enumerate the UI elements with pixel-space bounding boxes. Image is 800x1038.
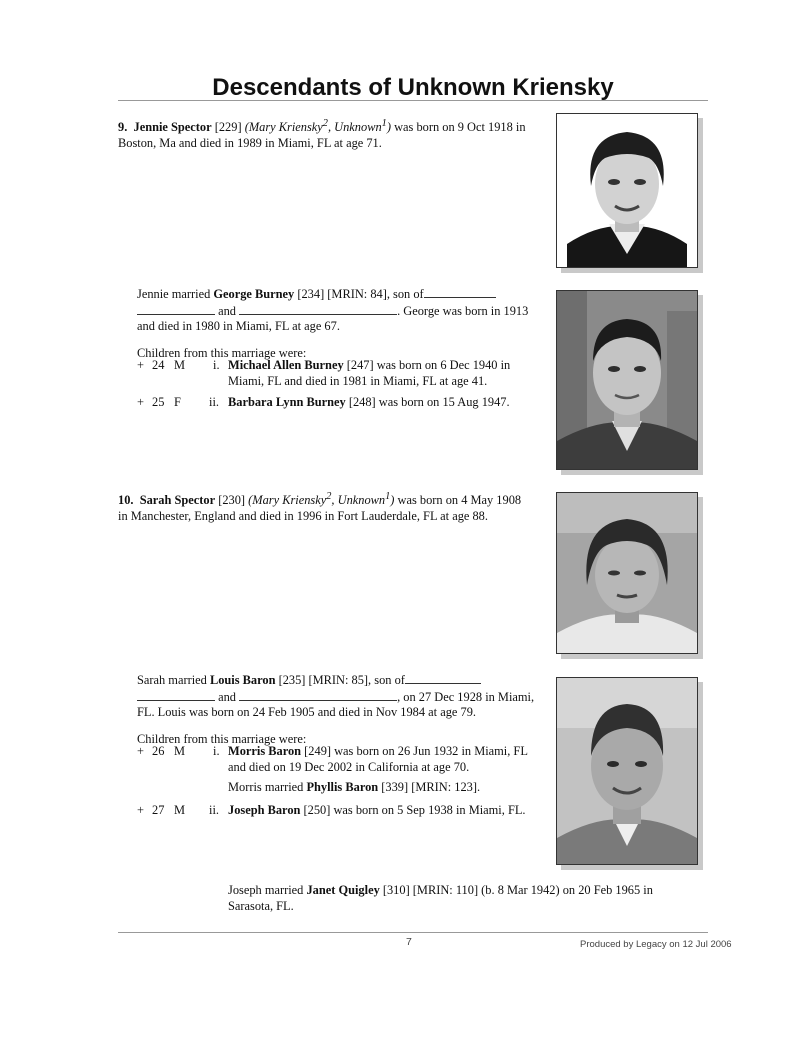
marriage-9-entry: [137, 286, 547, 361]
marriage-9-line-2: and . George was born in 1913: [137, 303, 547, 320]
child-number: 26: [152, 744, 165, 758]
child-name: Morris Baron: [228, 744, 302, 758]
portrait-woman-icon: [557, 114, 697, 267]
person-10-line-1: [118, 489, 548, 509]
person-10-rin: [230]: [218, 493, 246, 508]
person-9-name: Jennie Spector: [133, 120, 212, 135]
child-sex: M: [174, 358, 186, 372]
photo-jennie-spector: [556, 113, 698, 268]
footer-rule: [118, 932, 708, 933]
blank-line: [137, 303, 215, 315]
person-10-number: 10.: [118, 493, 134, 508]
marriage-10-entry: [137, 672, 547, 747]
child-ordinal: ii.: [209, 803, 219, 817]
person-9-rin: [229]: [214, 120, 242, 135]
spouse-janet-quigley: Janet Quigley: [306, 883, 380, 897]
person-9-entry: [118, 116, 548, 151]
blank-line: [424, 286, 496, 298]
portrait-man-icon: [557, 678, 697, 864]
marriage-10-line-1: Sarah married Louis Baron [235] [MRIN: 85], son of: [137, 672, 547, 689]
produced-by: Produced by Legacy on 12 Jul 2006: [580, 939, 732, 950]
child-number: 27: [152, 803, 165, 817]
person-9-line-1: [118, 116, 548, 136]
header-rule: [118, 100, 708, 101]
marriage-9-line-3: and died in 1980 in Miami, FL at age 67.: [137, 319, 340, 333]
marriage-9-line-1: Jennie married George Burney [234] [MRIN: 84], son of: [137, 286, 547, 303]
child-ordinal: ii.: [209, 395, 219, 409]
child-ordinal: i.: [213, 358, 220, 372]
spouse-louis-baron: Louis Baron: [209, 673, 276, 687]
portrait-man-icon: [557, 291, 697, 469]
marriage-10-line-3: FL. Louis was born on 24 Feb 1905 and died in Nov 1984 at age 79.: [137, 705, 476, 719]
photo-sarah-spector: [556, 492, 698, 654]
spouse-george-burney: George Burney: [213, 287, 295, 301]
blank-line: [137, 689, 215, 701]
child-sex: M: [174, 803, 186, 817]
person-9-line-2: Boston, Ma and died in 1989 in Miami, FL at age 71.: [118, 135, 382, 150]
photo-louis-baron: [556, 677, 698, 865]
children-heading-9: Children from this marriage were:: [137, 345, 307, 360]
blank-line: [405, 672, 481, 684]
photo-george-burney: [556, 290, 698, 470]
child-spouse-joseph: Joseph married Janet Quigley [310] [MRIN: 110] (b. 8 Mar 1942) on 20 Feb 1965 in Sarasota, FL.: [228, 883, 653, 913]
child-ordinal: i.: [213, 744, 220, 758]
page-number: 7: [406, 936, 412, 948]
child-sex: F: [174, 395, 181, 409]
person-10-name: Sarah Spector: [139, 493, 216, 508]
child-name: Michael Allen Burney: [228, 358, 344, 372]
spouse-phyllis-baron: Phyllis Baron: [306, 780, 379, 794]
person-9-lineage: (Mary Kriensky$^2$, Unknown$^1$): [244, 118, 391, 135]
child-spouse-morris: Morris married Phyllis Baron [339] [MRIN: 123].: [228, 780, 481, 794]
person-10-entry: [118, 489, 548, 524]
child-sex: M: [174, 744, 186, 758]
person-10-birth: was born on 4 May 1908: [394, 493, 522, 508]
blank-line: [239, 303, 397, 315]
blank-line: [239, 689, 397, 701]
person-10-lineage: (Mary Kriensky$^2$, Unknown$^1$): [248, 491, 395, 508]
portrait-woman-icon: [557, 493, 697, 653]
page-title: Descendants of Unknown Kriensky: [212, 74, 614, 101]
person-9-birth: was born on 9 Oct 1918 in: [390, 120, 526, 135]
marriage-10-line-2: and , on 27 Dec 1928 in Miami,: [137, 689, 547, 706]
children-heading-10: Children from this marriage were:: [137, 731, 307, 746]
person-10-line-2: in Manchester, England and died in 1996 in Fort Lauderdale, FL at age 88.: [118, 508, 488, 523]
child-number: 24: [152, 358, 165, 372]
person-9-number: 9.: [118, 120, 128, 135]
child-name: Joseph Baron: [228, 803, 301, 817]
child-name: Barbara Lynn Burney: [228, 395, 346, 409]
child-number: 25: [152, 395, 165, 409]
